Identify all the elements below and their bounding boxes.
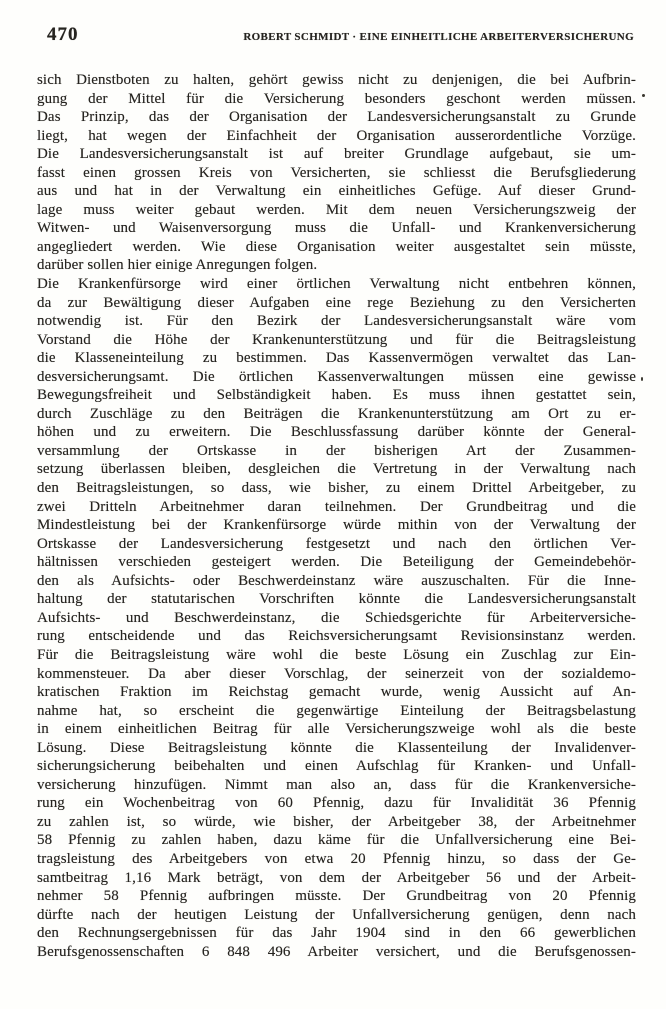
paragraph [37, 108, 636, 275]
text-line: darüber sollen hier einige Anregungen folgen. [37, 257, 318, 274]
text-line: hältnissen verschieden gesteigert werden. Die Beteiligung der Gemeindebehör- [37, 554, 636, 571]
text-line: Das Prinzip, das der Organisation der Landesversicherungsanstalt zu Grunde [37, 109, 636, 126]
running-header: ROBERT SCHMIDT · EINE EINHEITLICHE ARBEITERVERSICHERUNG [243, 31, 634, 43]
text-line: samtbeitrag 1,16 Mark beträgt, von dem der Arbeitgeber 56 und der Arbeit- [37, 869, 636, 886]
page-header [47, 24, 634, 46]
text-line: in einem einheitlichen Beitrag für alle Versicherungszweige wohl als die beste [37, 721, 636, 738]
text-line: da zur Bewältigung dieser Aufgaben eine rege Beziehung zu den Versicherten [37, 294, 636, 311]
text-line: nehmer 58 Pfennig aufbringen müsste. Der Grundbeitrag von 20 Pfennig [37, 888, 636, 905]
text-line: gung der Mittel für die Versicherung besonders geschont werden müssen. [37, 90, 636, 107]
text-line: lage muss weiter gebaut werden. Mit dem neuen Versicherungszweig der [37, 201, 636, 218]
text-line: 58 Pfennig zu zahlen haben, dazu käme für die Unfallversicherung eine Bei- [37, 832, 636, 849]
text-line: Vorstand die Höhe der Krankenunterstützung und für die Beitragsleistung [37, 331, 636, 348]
body-text [37, 71, 636, 961]
text-line: Witwen- und Waisenversorgung muss die Unfall- und Krankenversicherung [37, 220, 636, 237]
text-line: rung entscheidende und das Reichsversicherungsamt Revisionsinstanz werden. [37, 628, 636, 645]
text-line: Lösung. Diese Beitragsleistung könnte die Klassenteilung der Invalidenver- [37, 739, 636, 756]
text-line: Bewegungsfreiheit und Selbständigkeit haben. Es muss ihnen gestattet sein, [37, 387, 636, 404]
paragraph [37, 275, 636, 646]
text-line: Aufsichts- und Beschwerdeinstanz, die Schiedsgerichte für Arbeiterversiche- [37, 609, 636, 626]
text-line: rung ein Wochenbeitrag von 60 Pfennig, dazu für Invalidität 36 Pfennig [37, 795, 636, 812]
text-line: Ortskasse der Landesversicherung festgesetzt und nach den örtlichen Ver- [37, 535, 636, 552]
text-line: tragsleistung des Arbeitgebers von etwa 20 Pfennig hinzu, so dass der Ge- [37, 850, 636, 867]
text-line: zu zahlen ist, so würde, wie bisher, der Arbeitgeber 38, der Arbeitnehmer [37, 813, 636, 830]
text-line: versicherung hinzufügen. Nimmt man also an, dass für die Krankenversiche- [37, 776, 636, 793]
text-line: desversicherungsamt. Die örtlichen Kassenverwaltungen müssen eine gewisse [37, 368, 636, 385]
text-line: Die Landesversicherungsanstalt ist auf breiter Grundlage aufgebaut, sie um- [37, 146, 636, 163]
text-line: nahme hat, so erscheint die gegenwärtige Einteilung der Beitragsbelastung [37, 702, 636, 719]
text-line: den Beitragsleistungen, so dass, wie bisher, zu einem Drittel Arbeitgeber, zu [37, 480, 636, 497]
text-line: haltung der statutarischen Vorschriften könnte die Landesversicherungsanstalt [37, 591, 636, 608]
text-line: zwei Dritteln Arbeitnehmer daran teilnehmen. Der Grundbeitrag und die [37, 498, 636, 515]
text-line: notwendig ist. Für den Bezirk der Landesversicherungsanstalt wäre vom [37, 313, 636, 330]
text-line: Die Krankenfürsorge wird einer örtlichen Verwaltung nicht entbehren können, [37, 276, 636, 293]
text-line: fasst einen grossen Kreis von Versicherten, sie schliesst die Berufsgliederung [37, 164, 636, 181]
text-line: höhen und zu erweitern. Die Beschlussfassung darüber könnte der General- [37, 424, 636, 441]
text-line: den Rechnungsergebnissen für das Jahr 1904 sind in den 66 gewerblichen [37, 925, 636, 942]
text-line: sich Dienstboten zu halten, gehört gewiss nicht zu denjenigen, die bei Aufbrin- [37, 72, 636, 88]
paragraph [37, 71, 636, 108]
scan-speck [642, 94, 645, 97]
text-line: kratischen Fraktion im Reichstag gemacht wurde, wenig Aussicht auf An- [37, 684, 636, 701]
text-line: Berufsgenossenschaften 6 848 496 Arbeiter versichert, und die Berufsgenossen- [37, 943, 636, 960]
text-line: durch Zuschläge zu den Beiträgen die Krankenunterstützung am Ort zu er- [37, 405, 636, 422]
scan-speck [641, 377, 643, 381]
text-line: sicherungsicherung beibehalten und einen Aufschlag für Kranken- und Unfall- [37, 758, 636, 775]
paragraph [37, 646, 636, 961]
text-line: kommensteuer. Da aber dieser Vorschlag, der seinerzeit von der sozialdemo- [37, 665, 636, 682]
text-line: angegliedert werden. Wie diese Organisation weiter ausgestaltet sein müsste, [37, 238, 636, 255]
text-line: aus und hat in der Verwaltung ein einheitliches Gefüge. Auf dieser Grund- [37, 183, 636, 200]
text-line: Für die Beitragsleistung wäre wohl die beste Lösung ein Zuschlag zur Ein- [37, 646, 636, 663]
text-line: versammlung der Ortskasse in der bisherigen Art der Zusammen- [37, 442, 636, 459]
text-line: dürfte nach der heutigen Leistung der Unfallversicherung genügen, denn nach [37, 906, 636, 923]
text-line: liegt, hat wegen der Einfachheit der Organisation ausserordentliche Vorzüge. [37, 127, 636, 144]
page-number: 470 [47, 24, 79, 45]
text-line: die Klasseneinteilung zu bestimmen. Das Kassenvermögen verwaltet das Lan- [37, 350, 636, 367]
text-line: den als Aufsichts- oder Beschwerdeinstanz wäre auszuschalten. Für die Inne- [37, 572, 636, 589]
text-line: setzung überlassen bleiben, desgleichen die Vertretung in der Verwaltung nach [37, 461, 636, 478]
text-line: Mindestleistung bei der Krankenfürsorge würde mithin von der Verwaltung der [37, 517, 636, 534]
